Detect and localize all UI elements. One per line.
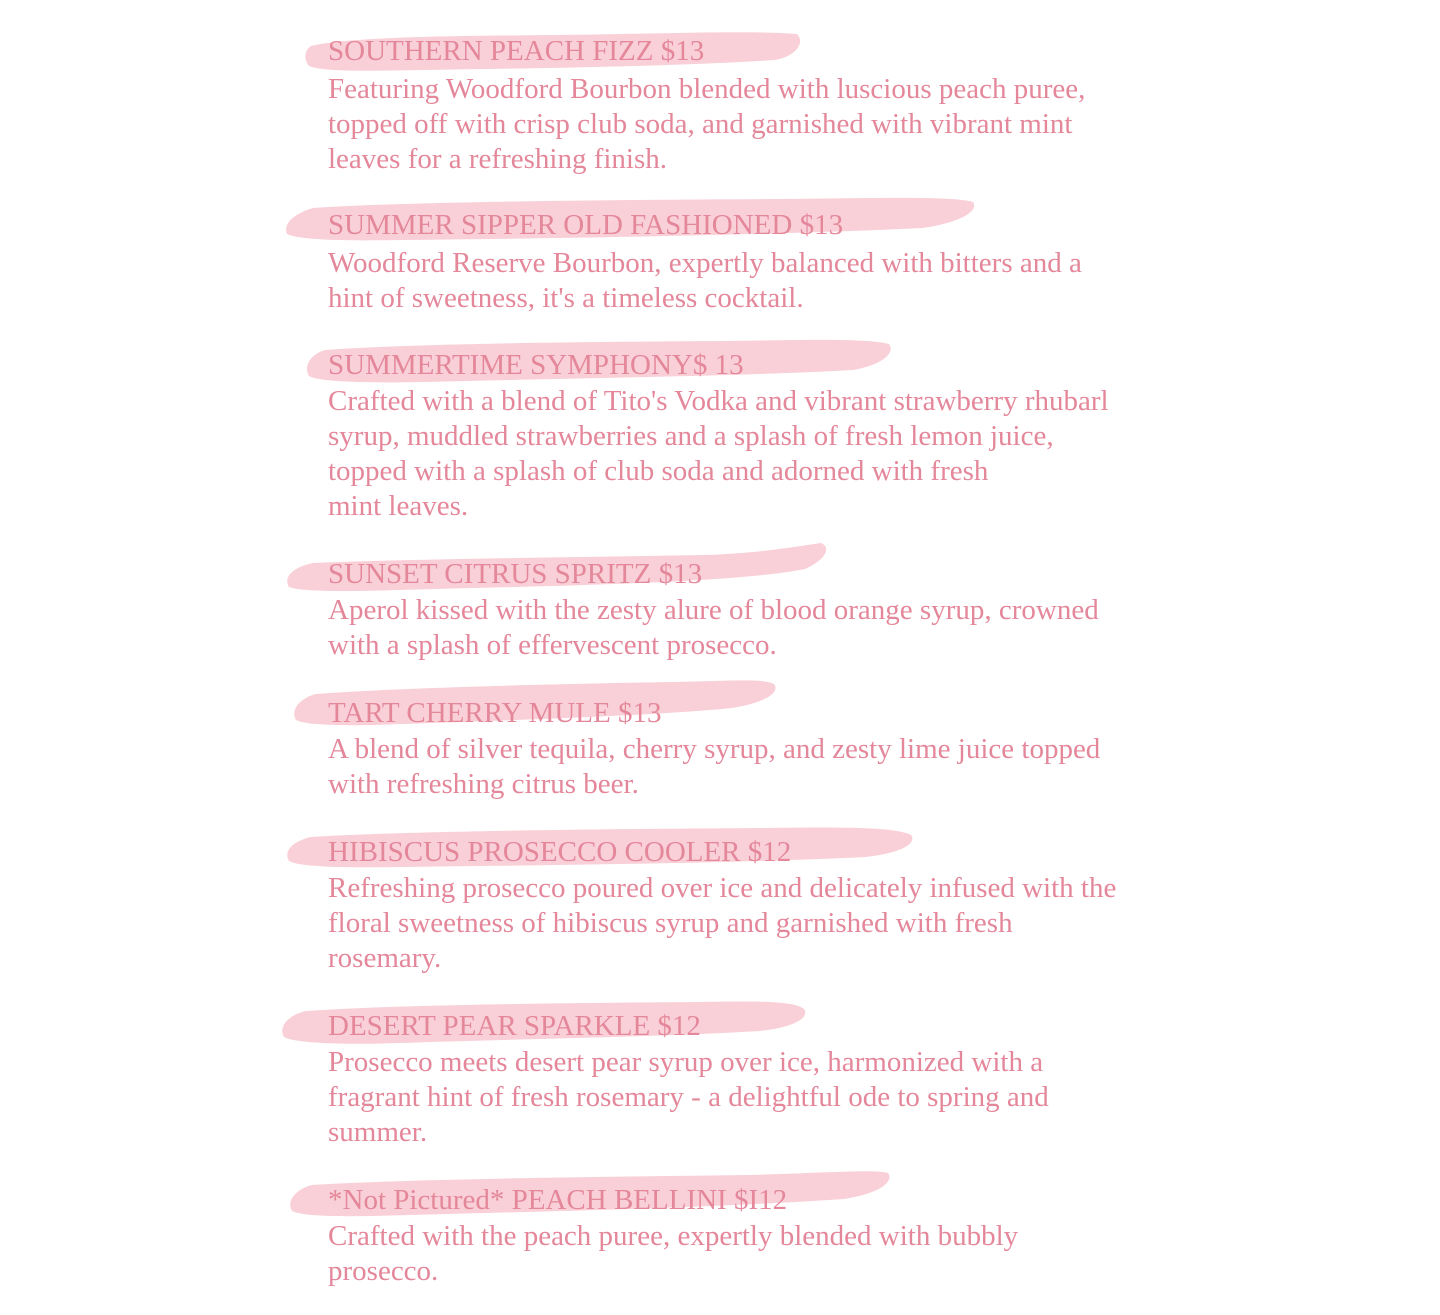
item-title: TART CHERRY MULE $13 [328,697,662,729]
description-line: Aperol kissed with the zesty alure of blood orange syrup, crowned [328,594,1099,626]
description-line: with refreshing citrus beer. [328,768,639,800]
item-title: DESERT PEAR SPARKLE $12 [328,1010,701,1042]
description-line: with a splash of effervescent prosecco. [328,629,777,661]
description-line: leaves for a refreshing finish. [328,143,668,175]
item-description [328,1045,1049,1150]
description-line: A blend of silver tequila, cherry syrup, and zesty lime juice topped [328,733,1101,765]
item-description [328,1219,1018,1289]
item-description [328,593,1099,663]
item-title: SOUTHERN PEACH FIZZ $13 [328,35,705,67]
item-description [328,732,1100,802]
description-line: topped with a splash of club soda and adorned with fresh [328,455,989,487]
item-description [328,871,1116,976]
description-line: Crafted with a blend of Tito's Vodka and vibrant strawberry rhubarl [328,385,1109,417]
description-line: fragrant hint of fresh rosemary - a delightful ode to spring and [328,1081,1049,1113]
description-line: floral sweetness of hibiscus syrup and garnished with fresh [328,907,1013,939]
description-line: Featuring Woodford Bourbon blended with luscious peach puree, [328,73,1086,105]
description-line: Prosecco meets desert pear syrup over ice, harmonized with a [328,1046,1044,1078]
item-title: *Not Pictured* PEACH BELLINI $I12 [328,1184,788,1216]
description-line: Woodford Reserve Bourbon, expertly balanced with bitters and a [328,247,1082,279]
description-line: Refreshing prosecco poured over ice and delicately infused with the [328,872,1117,904]
item-description [328,246,1082,316]
item-description [328,72,1085,177]
description-line: Crafted with the peach puree, expertly blended with bubbly [328,1220,1019,1252]
description-line: hint of sweetness, it's a timeless cocktail. [328,282,804,314]
item-title: SUNSET CITRUS SPRITZ $13 [328,558,703,590]
description-line: mint leaves. [328,490,469,522]
description-line: syrup, muddled strawberries and a splash of fresh lemon juice, [328,420,1054,452]
item-title: SUMMERTIME SYMPHONY$ 13 [328,349,744,381]
item-description [328,384,1109,524]
item-title: SUMMER SIPPER OLD FASHIONED $13 [328,209,844,241]
item-title: HIBISCUS PROSECCO COOLER $12 [328,836,792,868]
description-line: prosecco. [328,1255,439,1287]
description-line: topped off with crisp club soda, and garnished with vibrant mint [328,108,1073,140]
description-line: summer. [328,1116,428,1148]
description-line: rosemary. [328,942,442,974]
